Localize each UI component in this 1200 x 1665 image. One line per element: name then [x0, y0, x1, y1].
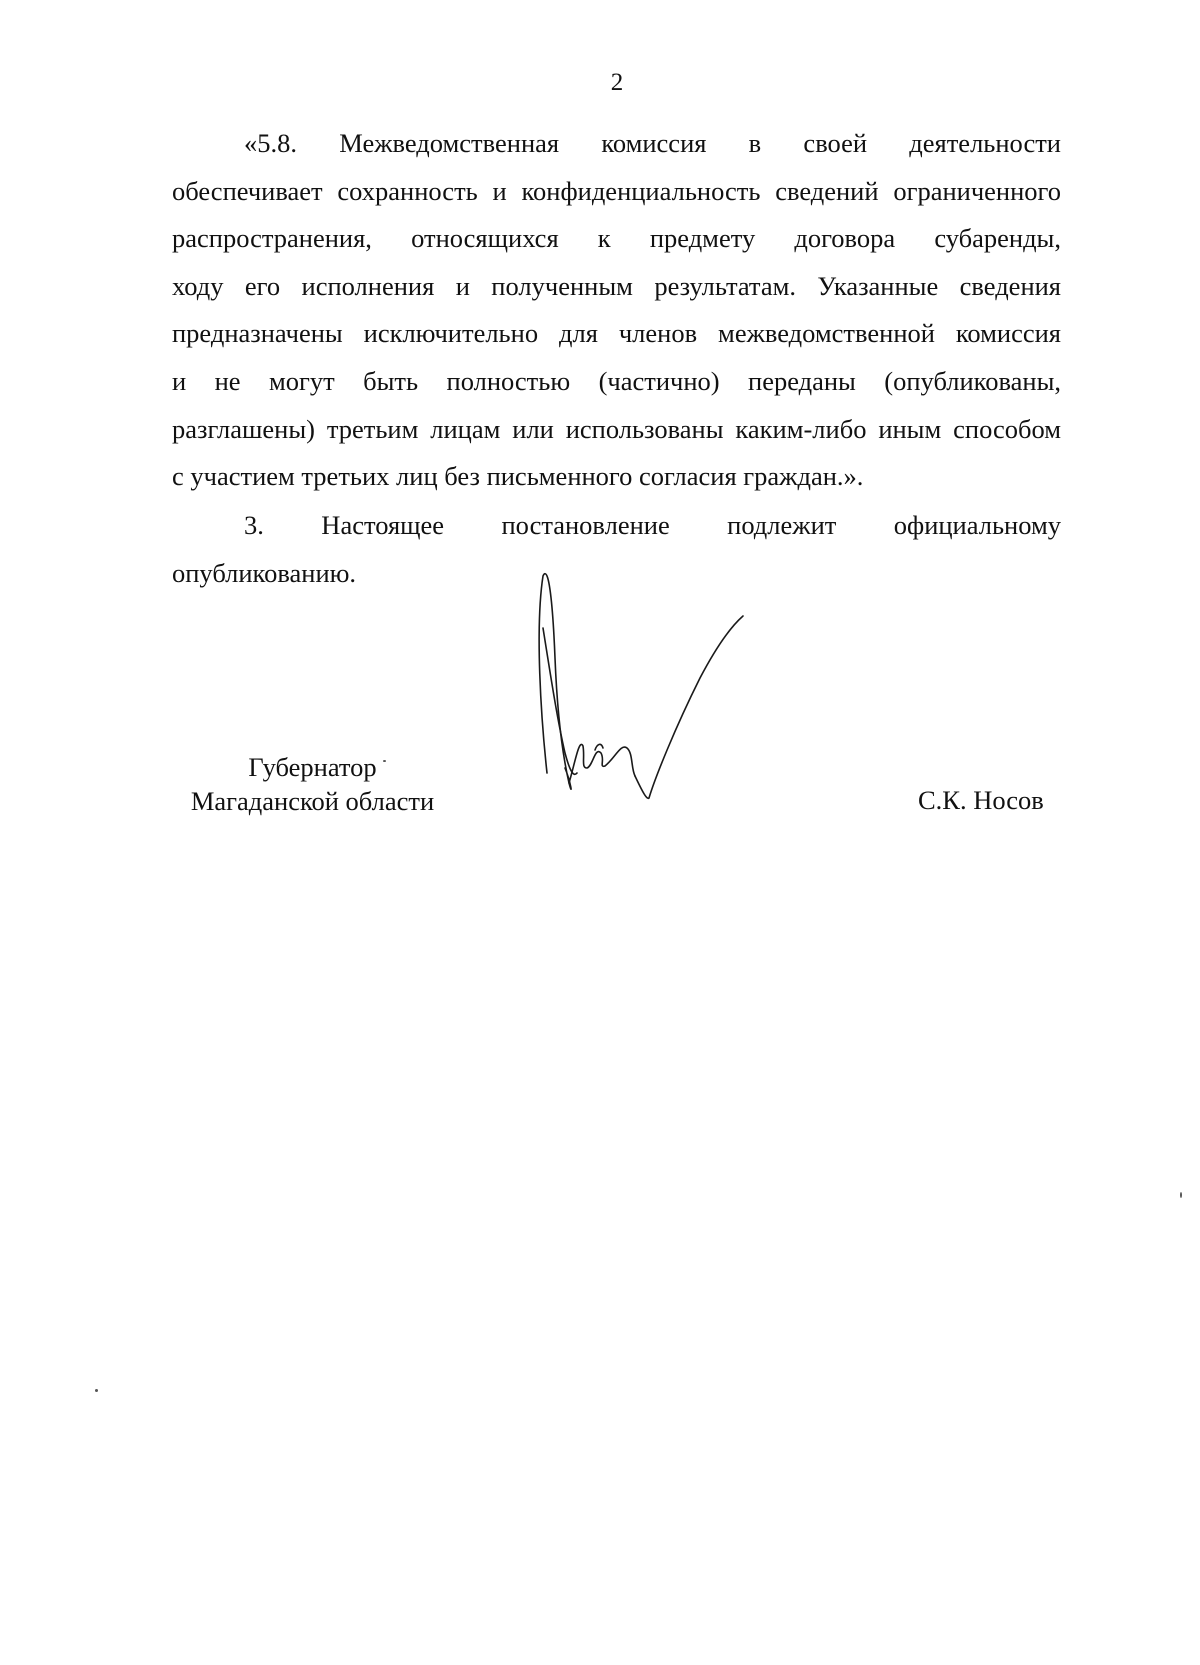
paragraph-line: ходу его исполнения и полученным результатам. Указанные сведения [172, 270, 1061, 301]
paragraph-line: и не могут быть полностью (частично) переданы (опубликованы, [172, 365, 1061, 396]
signer-position-line: Магаданской области [190, 786, 435, 816]
paragraph-line: «5.8. Межведомственная комиссия в своей деятельности [244, 128, 1061, 158]
paragraph-line: обеспечивает сохранность и конфиденциальность сведений ограниченного [172, 175, 1061, 206]
signer-position-line: Губернатор [248, 752, 377, 782]
paragraph-line: предназначены исключительно для членов межведомственной комиссия [172, 318, 1061, 349]
paragraph-line: 3. Настоящее постановление подлежит официальному [244, 510, 1061, 540]
scan-speck [95, 1389, 98, 1392]
paragraph-line: с участием третьих лиц без письменного согласия граждан.». [172, 461, 864, 492]
paragraph-line: разглашены) третьим лицам или использованы каким-либо иным способом [172, 413, 1061, 444]
scan-speck [1180, 1192, 1182, 1198]
page-number: 2 [610, 69, 624, 96]
paragraph-line: опубликованию. [172, 557, 357, 588]
handwritten-signature [535, 568, 795, 828]
scan-speck [383, 760, 386, 762]
paragraph-5-8 [172, 120, 1061, 501]
signer-position [170, 750, 455, 818]
paragraph-line: распространения, относящихся к предмету договора субаренды, [172, 223, 1061, 254]
signer-name: С.К. Носов [918, 785, 1044, 815]
